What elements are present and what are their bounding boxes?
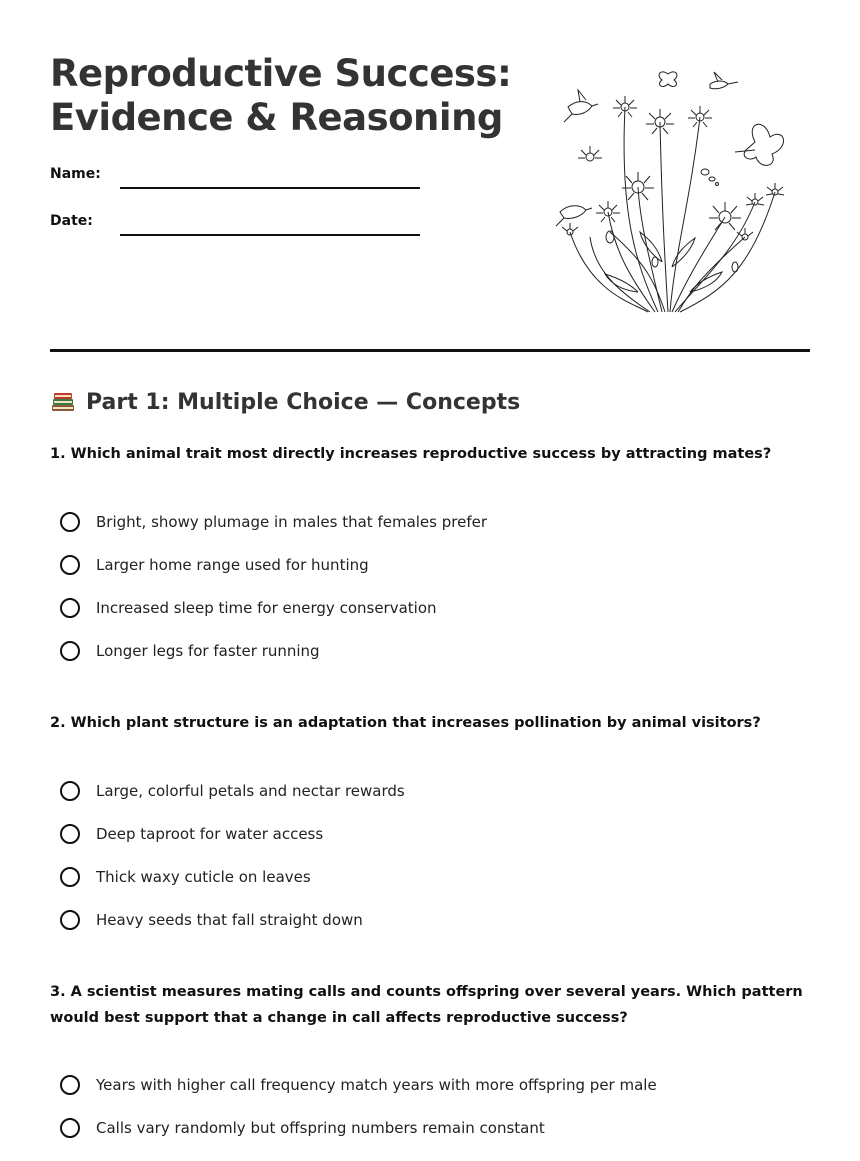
radio-button[interactable] — [60, 641, 80, 661]
option-label: Calls vary randomly but offspring numbers remain constant — [96, 1119, 545, 1137]
option-label: Larger home range used for hunting — [96, 556, 369, 574]
q1-option-a[interactable] — [60, 509, 487, 535]
name-field[interactable] — [120, 187, 420, 189]
q1-option-d[interactable] — [60, 638, 320, 664]
q2-option-a[interactable] — [60, 778, 405, 804]
q2-option-c[interactable] — [60, 864, 311, 890]
wildflower-illustration — [550, 62, 795, 317]
option-label: Heavy seeds that fall straight down — [96, 911, 363, 929]
header-divider — [50, 349, 810, 352]
part1-heading — [50, 389, 520, 415]
q2-option-d[interactable] — [60, 907, 363, 933]
option-label: Bright, showy plumage in males that females prefer — [96, 513, 488, 531]
option-label: Increased sleep time for energy conservation — [96, 599, 437, 617]
part1-title: Part 1: Multiple Choice — Concepts — [86, 389, 521, 415]
question-3: 3. A scientist measures mating calls and counts offspring over several years. Which pattern would best support that a change in call affects reproductive success? — [50, 984, 803, 1026]
option-label: Deep taproot for water access — [96, 825, 324, 843]
title-line-1: Reproductive Success: — [50, 52, 512, 95]
page-title — [50, 52, 511, 140]
option-label: Longer legs for faster running — [96, 642, 320, 660]
option-label: Large, colorful petals and nectar rewards — [96, 782, 405, 800]
q1-option-b[interactable] — [60, 552, 369, 578]
radio-button[interactable] — [60, 781, 80, 801]
radio-button[interactable] — [60, 824, 80, 844]
radio-button[interactable] — [60, 910, 80, 930]
q2-option-b[interactable] — [60, 821, 323, 847]
books-icon — [50, 389, 76, 415]
radio-button[interactable] — [60, 1075, 80, 1095]
date-label: Date: — [50, 213, 93, 229]
q3-option-b[interactable] — [60, 1115, 545, 1141]
option-label: Thick waxy cuticle on leaves — [96, 868, 311, 886]
question-1: 1. Which animal trait most directly increases reproductive success by attracting mates? — [50, 446, 772, 462]
radio-button[interactable] — [60, 867, 80, 887]
radio-button[interactable] — [60, 598, 80, 618]
option-label: Years with higher call frequency match years with more offspring per male — [96, 1076, 657, 1094]
q3-option-a[interactable] — [60, 1072, 657, 1098]
title-line-2: Evidence & Reasoning — [50, 96, 503, 139]
q1-option-c[interactable] — [60, 595, 437, 621]
name-label: Name: — [50, 166, 101, 182]
radio-button[interactable] — [60, 555, 80, 575]
radio-button[interactable] — [60, 512, 80, 532]
radio-button[interactable] — [60, 1118, 80, 1138]
question-2: 2. Which plant structure is an adaptation that increases pollination by animal visitors? — [50, 715, 761, 731]
date-field[interactable] — [120, 234, 420, 236]
